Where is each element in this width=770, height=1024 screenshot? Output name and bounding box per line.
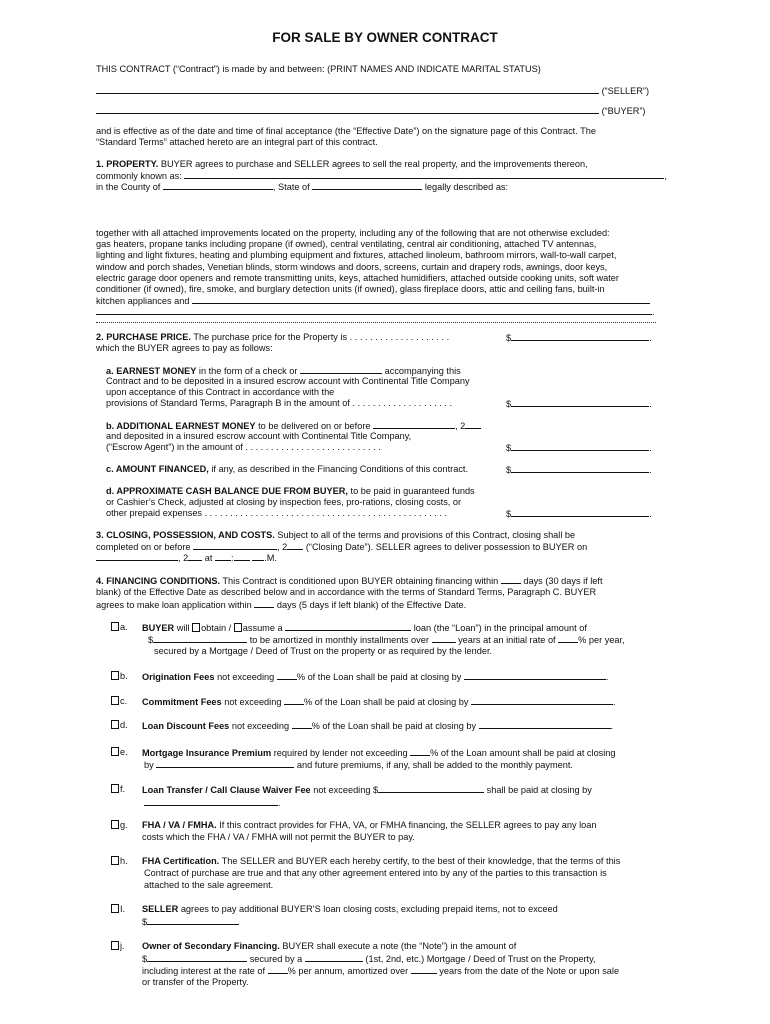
state-label: , State of — [272, 182, 310, 192]
item-i-line-2 — [142, 916, 239, 928]
state-blank[interactable] — [312, 181, 422, 190]
discount-payer-blank[interactable] — [479, 720, 611, 729]
document-title: FOR SALE BY OWNER CONTRACT — [272, 30, 498, 45]
year-prefix: , 2 — [277, 542, 288, 552]
buyer-tag: (“BUYER”) — [601, 106, 646, 116]
earnest-amount: $ . — [506, 399, 652, 409]
item-i-row — [111, 904, 125, 915]
item-d-row — [111, 720, 128, 731]
loan-rate-blank[interactable] — [558, 634, 578, 643]
financing-line-1 — [96, 575, 603, 587]
amortized-over-text: % per annum, amortized over — [287, 966, 409, 976]
seller-tag: (“SELLER”) — [601, 86, 650, 96]
item-c-row — [111, 696, 127, 707]
possession-minute-blank[interactable] — [234, 552, 250, 561]
item-b-checkbox[interactable] — [111, 671, 119, 680]
item-j-text-2: (1st, 2nd, etc.) Mortgage / Deed of Trust on the Property, — [365, 954, 596, 964]
cash-line-1 — [106, 486, 475, 497]
item-d-checkbox[interactable] — [111, 720, 119, 729]
closing-heading: 3. CLOSING, POSSESSION, AND COSTS. — [96, 530, 275, 540]
improvements-line: lighting and light fixtures, heating and plumbing equipment and fixtures, attached linoleum, bathroom mirrors, wall-to-wall carpet, — [96, 250, 617, 261]
improvements-line: gas heaters, propane tanks including propane (if owned), central ventilating, central air conditioning, attached TV antennas, — [96, 239, 597, 250]
improvements-line: conditioner (if owned), fire, smoke, and burglary detection units (if owned), glass fireplace doors, attic and ceiling fans, built-in — [96, 284, 605, 295]
item-f-text: not exceeding $ — [313, 785, 379, 795]
financing-line-3 — [96, 599, 466, 611]
obtain-checkbox[interactable] — [192, 623, 200, 632]
earnest-amount-blank[interactable] — [511, 398, 649, 407]
improvements-line: electric garage door openers and remote transmitting units, keys, attached humidifiers, attached outside cooking units, soft water — [96, 272, 619, 283]
item-i-text: agrees to pay additional BUYER’S loan closing costs, excluding prepaid items, not to exceed — [180, 904, 558, 914]
item-h-text: The SELLER and BUYER each hereby certify, to the best of their knowledge, that the terms of this — [221, 856, 621, 866]
closing-line-1 — [96, 530, 575, 541]
item-a-heading: BUYER — [142, 623, 175, 633]
possession-year-blank[interactable] — [188, 552, 202, 561]
additional-line-3: (“Escrow Agent”) in the amount of . . . . . . . . . . . . . . . . . . . . . . . . . . . — [106, 442, 381, 452]
item-h-line-2: Contract of purchase are true and that any other agreement entered into by any of the parties to this transaction is — [144, 868, 607, 878]
cash-amount-blank[interactable] — [511, 508, 649, 517]
item-c-checkbox[interactable] — [111, 696, 119, 705]
mip-payer-blank[interactable] — [156, 759, 294, 768]
cash-line-2: or Cashier’s Check, adjusted at closing by inspection fees, pro-rations, closing costs, or — [106, 497, 462, 507]
financing-text: This Contract is conditioned upon BUYER obtaining financing within — [222, 576, 499, 586]
check-type-blank[interactable] — [300, 365, 382, 374]
item-a-will: will — [176, 623, 190, 633]
kitchen-blank-2[interactable] — [96, 306, 652, 315]
additional-line-2: and deposited in a insured escrow account with Continental Title Company, — [106, 431, 412, 441]
assume-label: assume a — [242, 623, 283, 633]
meridiem-suffix: .M. — [264, 553, 277, 563]
item-j-text: BUYER shall execute a note (the “Note”) in the amount of — [282, 941, 517, 951]
item-a-line-2 — [148, 634, 625, 646]
initial-rate-text: years at an initial rate of — [458, 635, 556, 645]
additional-heading: b. ADDITIONAL EARNEST MONEY — [106, 421, 256, 431]
property-known-line: commonly known as: , — [96, 171, 667, 181]
improvements-line: window and porch shades, Venetian blinds, storm windows and doors, screens, curtain and drapery rods, awnings, door keys, — [96, 261, 608, 272]
item-d-line: Loan Discount Fees not exceeding % of the Loan shall be paid at closing by . — [142, 721, 614, 731]
earnest-text-b: accompanying this — [384, 366, 461, 376]
item-j-row — [111, 941, 125, 952]
seller-name-blank[interactable] — [96, 85, 599, 94]
county-label: in the County of — [96, 182, 161, 192]
item-c-heading: Commitment Fees — [142, 697, 222, 707]
closing-possession-text: (“Closing Date”). SELLER agrees to deliver possession to BUYER on — [305, 542, 588, 552]
item-j-line-2 — [142, 953, 596, 965]
kitchen-line-2: . — [96, 306, 655, 318]
transfer-payer-blank[interactable] — [144, 797, 278, 806]
closing-line-3 — [96, 552, 277, 564]
application-text-b: days (5 days if left blank) of the Effective Date. — [276, 600, 467, 610]
earnest-line-4: provisions of Standard Terms, Paragraph B in the amount of . . . . . . . . . . . . . . . . . . . . — [106, 398, 453, 408]
financed-text: if any, as described in the Financing Conditions of this contract. — [211, 464, 469, 474]
application-text: agrees to make loan application within — [96, 600, 252, 610]
financed-amount-blank[interactable] — [511, 464, 649, 473]
earnest-line-3: upon acceptance of this Contract in accordance with the — [106, 387, 335, 397]
year-prefix: , 2 — [178, 553, 189, 563]
item-h-line-1 — [142, 856, 620, 867]
cash-amount: $ . — [506, 509, 652, 519]
financed-heading: c. AMOUNT FINANCED, — [106, 464, 209, 474]
loan-years-blank[interactable] — [432, 634, 456, 643]
price-heading: 2. PURCHASE PRICE. — [96, 332, 191, 342]
item-g-text: If this contract provides for FHA, VA, or FMHA financing, the SELLER agrees to pay any loan — [219, 820, 597, 830]
interest-rate-text: including interest at the rate of — [142, 966, 266, 976]
item-a-row — [111, 622, 128, 633]
item-letter: I. — [120, 904, 126, 914]
effective-text-2: “Standard Terms” attached hereto are an integral part of this contract. — [96, 137, 378, 147]
dollar-sign: $ — [506, 399, 512, 409]
earnest-heading: a. EARNEST MONEY — [106, 366, 197, 376]
origination-payer-blank[interactable] — [464, 671, 606, 680]
dollar-sign: $ — [148, 635, 154, 645]
loan-amount-blank[interactable] — [153, 634, 247, 643]
financed-amount: $ . — [506, 465, 652, 475]
closing-date-blank[interactable] — [193, 541, 277, 550]
property-text: BUYER agrees to purchase and SELLER agrees to sell the real property, and the improvements thereon, — [160, 159, 588, 169]
additional-text: to be delivered on or before — [258, 421, 371, 431]
item-e-row — [111, 747, 128, 758]
closing-before-label: completed on or before — [96, 542, 191, 552]
item-g-line-1 — [142, 820, 596, 831]
item-letter: b. — [120, 671, 128, 681]
item-h-line-3: attached to the sale agreement. — [144, 880, 274, 890]
seller-costs-blank[interactable] — [147, 916, 239, 925]
commitment-payer-blank[interactable] — [471, 696, 613, 705]
item-letter: c. — [120, 696, 128, 706]
seller-line — [96, 85, 649, 97]
item-c-text-2: % of the Loan shall be paid at closing by — [304, 697, 469, 707]
property-known-label: commonly known as: — [96, 171, 182, 181]
loan-principal-text: loan (the “Loan”) in the principal amount of — [413, 623, 587, 633]
additional-amount: $ . — [506, 443, 652, 453]
item-letter: j. — [120, 941, 125, 951]
price-amount: $ . — [506, 333, 652, 343]
price-text: The purchase price for the Property is . . . . . . . . . . . . . . . . . . . . — [193, 332, 450, 342]
item-h-row — [111, 856, 128, 867]
item-i-heading: SELLER — [142, 904, 179, 914]
closing-year-blank[interactable] — [287, 541, 303, 550]
item-j-line-1 — [142, 941, 516, 952]
price-text-2: which the BUYER agrees to pay as follows: — [96, 343, 273, 353]
item-b-text: not exceeding — [217, 672, 275, 682]
county-blank[interactable] — [163, 181, 273, 190]
cash-text: to be paid in guaranteed funds — [350, 486, 475, 496]
commitment-pct-blank[interactable] — [284, 696, 304, 705]
additional-year-blank[interactable] — [465, 420, 481, 429]
item-e-text-3: and future premiums, if any, shall be added to the monthly payment. — [296, 760, 573, 770]
loan-type-blank[interactable] — [285, 622, 411, 631]
item-d-text-2: % of the Loan shall be paid at closing by — [311, 721, 477, 731]
earnest-line-2: Contract and to be deposited in a insured escrow account with Continental Title Company — [106, 376, 470, 386]
item-g-heading: FHA / VA / FMHA. — [142, 820, 217, 830]
item-j-line-4: or transfer of the Property. — [142, 977, 249, 987]
item-e-line-2 — [144, 759, 573, 771]
item-letter: d. — [120, 720, 128, 730]
item-b-heading: Origination Fees — [142, 672, 215, 682]
item-j-checkbox[interactable] — [111, 941, 119, 950]
item-letter: g. — [120, 820, 128, 830]
price-clause — [96, 332, 449, 343]
item-g-row — [111, 820, 128, 831]
at-label: at — [204, 553, 213, 563]
financing-line-2: blank) of the Effective Date as described below and in accordance with the terms of Standard Terms, Paragraph C. BUYER — [96, 587, 597, 597]
buyer-line — [96, 105, 645, 117]
item-j-line-3 — [142, 965, 619, 977]
item-g-checkbox[interactable] — [111, 820, 119, 829]
amortized-text: to be amortized in monthly installments over — [249, 635, 429, 645]
note-amount-blank[interactable] — [147, 953, 247, 962]
intro-text: THIS CONTRACT (“Contract”) is made by and between: (PRINT NAMES AND INDICATE MARITAL STATUS) — [96, 64, 541, 74]
additional-amount-blank[interactable] — [511, 442, 649, 451]
improvements-paragraph — [96, 228, 666, 295]
item-f-checkbox[interactable] — [111, 784, 119, 793]
improvements-line: together with all attached improvements located on the property, including any of the following that are not otherwise excluded: — [96, 228, 610, 238]
property-heading: 1. PROPERTY. — [96, 159, 159, 169]
price-amount-blank[interactable] — [511, 332, 649, 341]
dollar-sign: $ — [142, 954, 148, 964]
property-clause — [96, 159, 588, 170]
kitchen-blank[interactable] — [192, 295, 650, 304]
note-years-blank[interactable] — [411, 965, 437, 974]
financing-heading: 4. FINANCING CONDITIONS. — [96, 576, 221, 586]
effective-text-1: and is effective as of the date and time of final acceptance (the “Effective Date”) on the signature page of this Contract. The — [96, 126, 596, 136]
item-c-line: Commitment Fees not exceeding % of the Loan shall be paid at closing by . — [142, 697, 616, 707]
dollar-sign: $ — [506, 443, 512, 453]
legal-label: legally described as: — [424, 182, 509, 192]
item-a-checkbox[interactable] — [111, 622, 119, 631]
item-f-heading: Loan Transfer / Call Clause Waiver Fee — [142, 785, 311, 795]
cash-heading: d. APPROXIMATE CASH BALANCE DUE FROM BUYER, — [106, 486, 348, 496]
financed-line — [106, 464, 468, 475]
item-g-line-2: costs which the FHA / VA / FMHA will not permit the BUYER to pay. — [142, 832, 415, 842]
item-h-heading: FHA Certification. — [142, 856, 220, 866]
discount-pct-blank[interactable] — [292, 720, 312, 729]
item-a-line-3: secured by a Mortgage / Deed of Trust on the property or as required by the lender. — [154, 646, 493, 656]
financing-days-blank[interactable] — [501, 575, 521, 584]
per-year-text: % per year, — [578, 635, 625, 645]
property-county-line — [96, 181, 508, 193]
dollar-sign: $ — [506, 465, 512, 475]
origination-pct-blank[interactable] — [277, 671, 297, 680]
financing-text-b: days (30 days if left — [523, 576, 603, 586]
note-rate-blank[interactable] — [268, 965, 288, 974]
item-d-text: not exceeding — [231, 721, 290, 731]
item-letter: a. — [120, 622, 128, 632]
item-f-line-2: . — [144, 797, 281, 809]
transfer-fee-blank[interactable] — [378, 784, 484, 793]
item-letter: h. — [120, 856, 128, 866]
item-b-row — [111, 671, 128, 682]
by-label: by — [144, 760, 154, 770]
application-days-blank[interactable] — [254, 599, 274, 608]
mip-pct-blank[interactable] — [410, 747, 430, 756]
item-j-heading: Owner of Secondary Financing. — [142, 941, 280, 951]
item-b-text-2: % of the Loan shall be paid at closing by — [296, 672, 462, 682]
item-e-text: required by lender not exceeding — [273, 748, 408, 758]
item-d-heading: Loan Discount Fees — [142, 721, 230, 731]
item-e-text-2: % of the Loan amount shall be paid at closing — [430, 748, 616, 758]
item-h-checkbox[interactable] — [111, 856, 119, 865]
assume-checkbox[interactable] — [234, 623, 242, 632]
item-e-line-1 — [142, 747, 616, 759]
property-address-blank[interactable] — [184, 170, 664, 179]
item-i-checkbox[interactable] — [111, 904, 119, 913]
closing-text: Subject to all of the terms and provisions of this Contract, closing shall be — [277, 530, 576, 540]
kitchen-label: kitchen appliances and — [96, 296, 190, 306]
item-b-line: Origination Fees not exceeding % of the Loan shall be paid at closing by . — [142, 672, 609, 682]
item-f-text-2: shall be paid at closing by — [486, 785, 592, 795]
item-j-text-3: years from the date of the Note or upon sale — [439, 966, 620, 976]
item-i-line-1 — [142, 904, 558, 915]
possession-hour-blank[interactable] — [215, 552, 231, 561]
dollar-sign: $ — [142, 917, 148, 927]
item-e-checkbox[interactable] — [111, 747, 119, 756]
additional-date-blank[interactable] — [373, 420, 455, 429]
item-e-heading: Mortgage Insurance Premium — [142, 748, 272, 758]
lien-position-blank[interactable] — [305, 953, 363, 962]
item-letter: e. — [120, 747, 128, 757]
item-c-text: not exceeding — [224, 697, 282, 707]
dollar-sign: $ — [506, 509, 512, 519]
secured-by-text: secured by a — [249, 954, 303, 964]
possession-date-blank[interactable] — [96, 552, 178, 561]
section-divider — [96, 322, 656, 323]
colon: : — [231, 553, 234, 563]
item-a-line-1 — [142, 622, 587, 634]
dollar-sign: $ — [506, 333, 512, 343]
buyer-name-blank[interactable] — [96, 105, 599, 114]
item-f-line-1 — [142, 784, 592, 796]
item-letter: f. — [120, 784, 126, 794]
obtain-label: obtain / — [201, 623, 232, 633]
cash-line-3: other prepaid expenses . . . . . . . . . . . . . . . . . . . . . . . . . . . . . . . . . . . . . . . . . . . . . . . . — [106, 508, 448, 518]
item-f-row — [111, 784, 125, 795]
earnest-text: in the form of a check or — [198, 366, 298, 376]
possession-ampm-blank[interactable] — [252, 552, 264, 561]
year-prefix: , 2 — [455, 421, 466, 431]
